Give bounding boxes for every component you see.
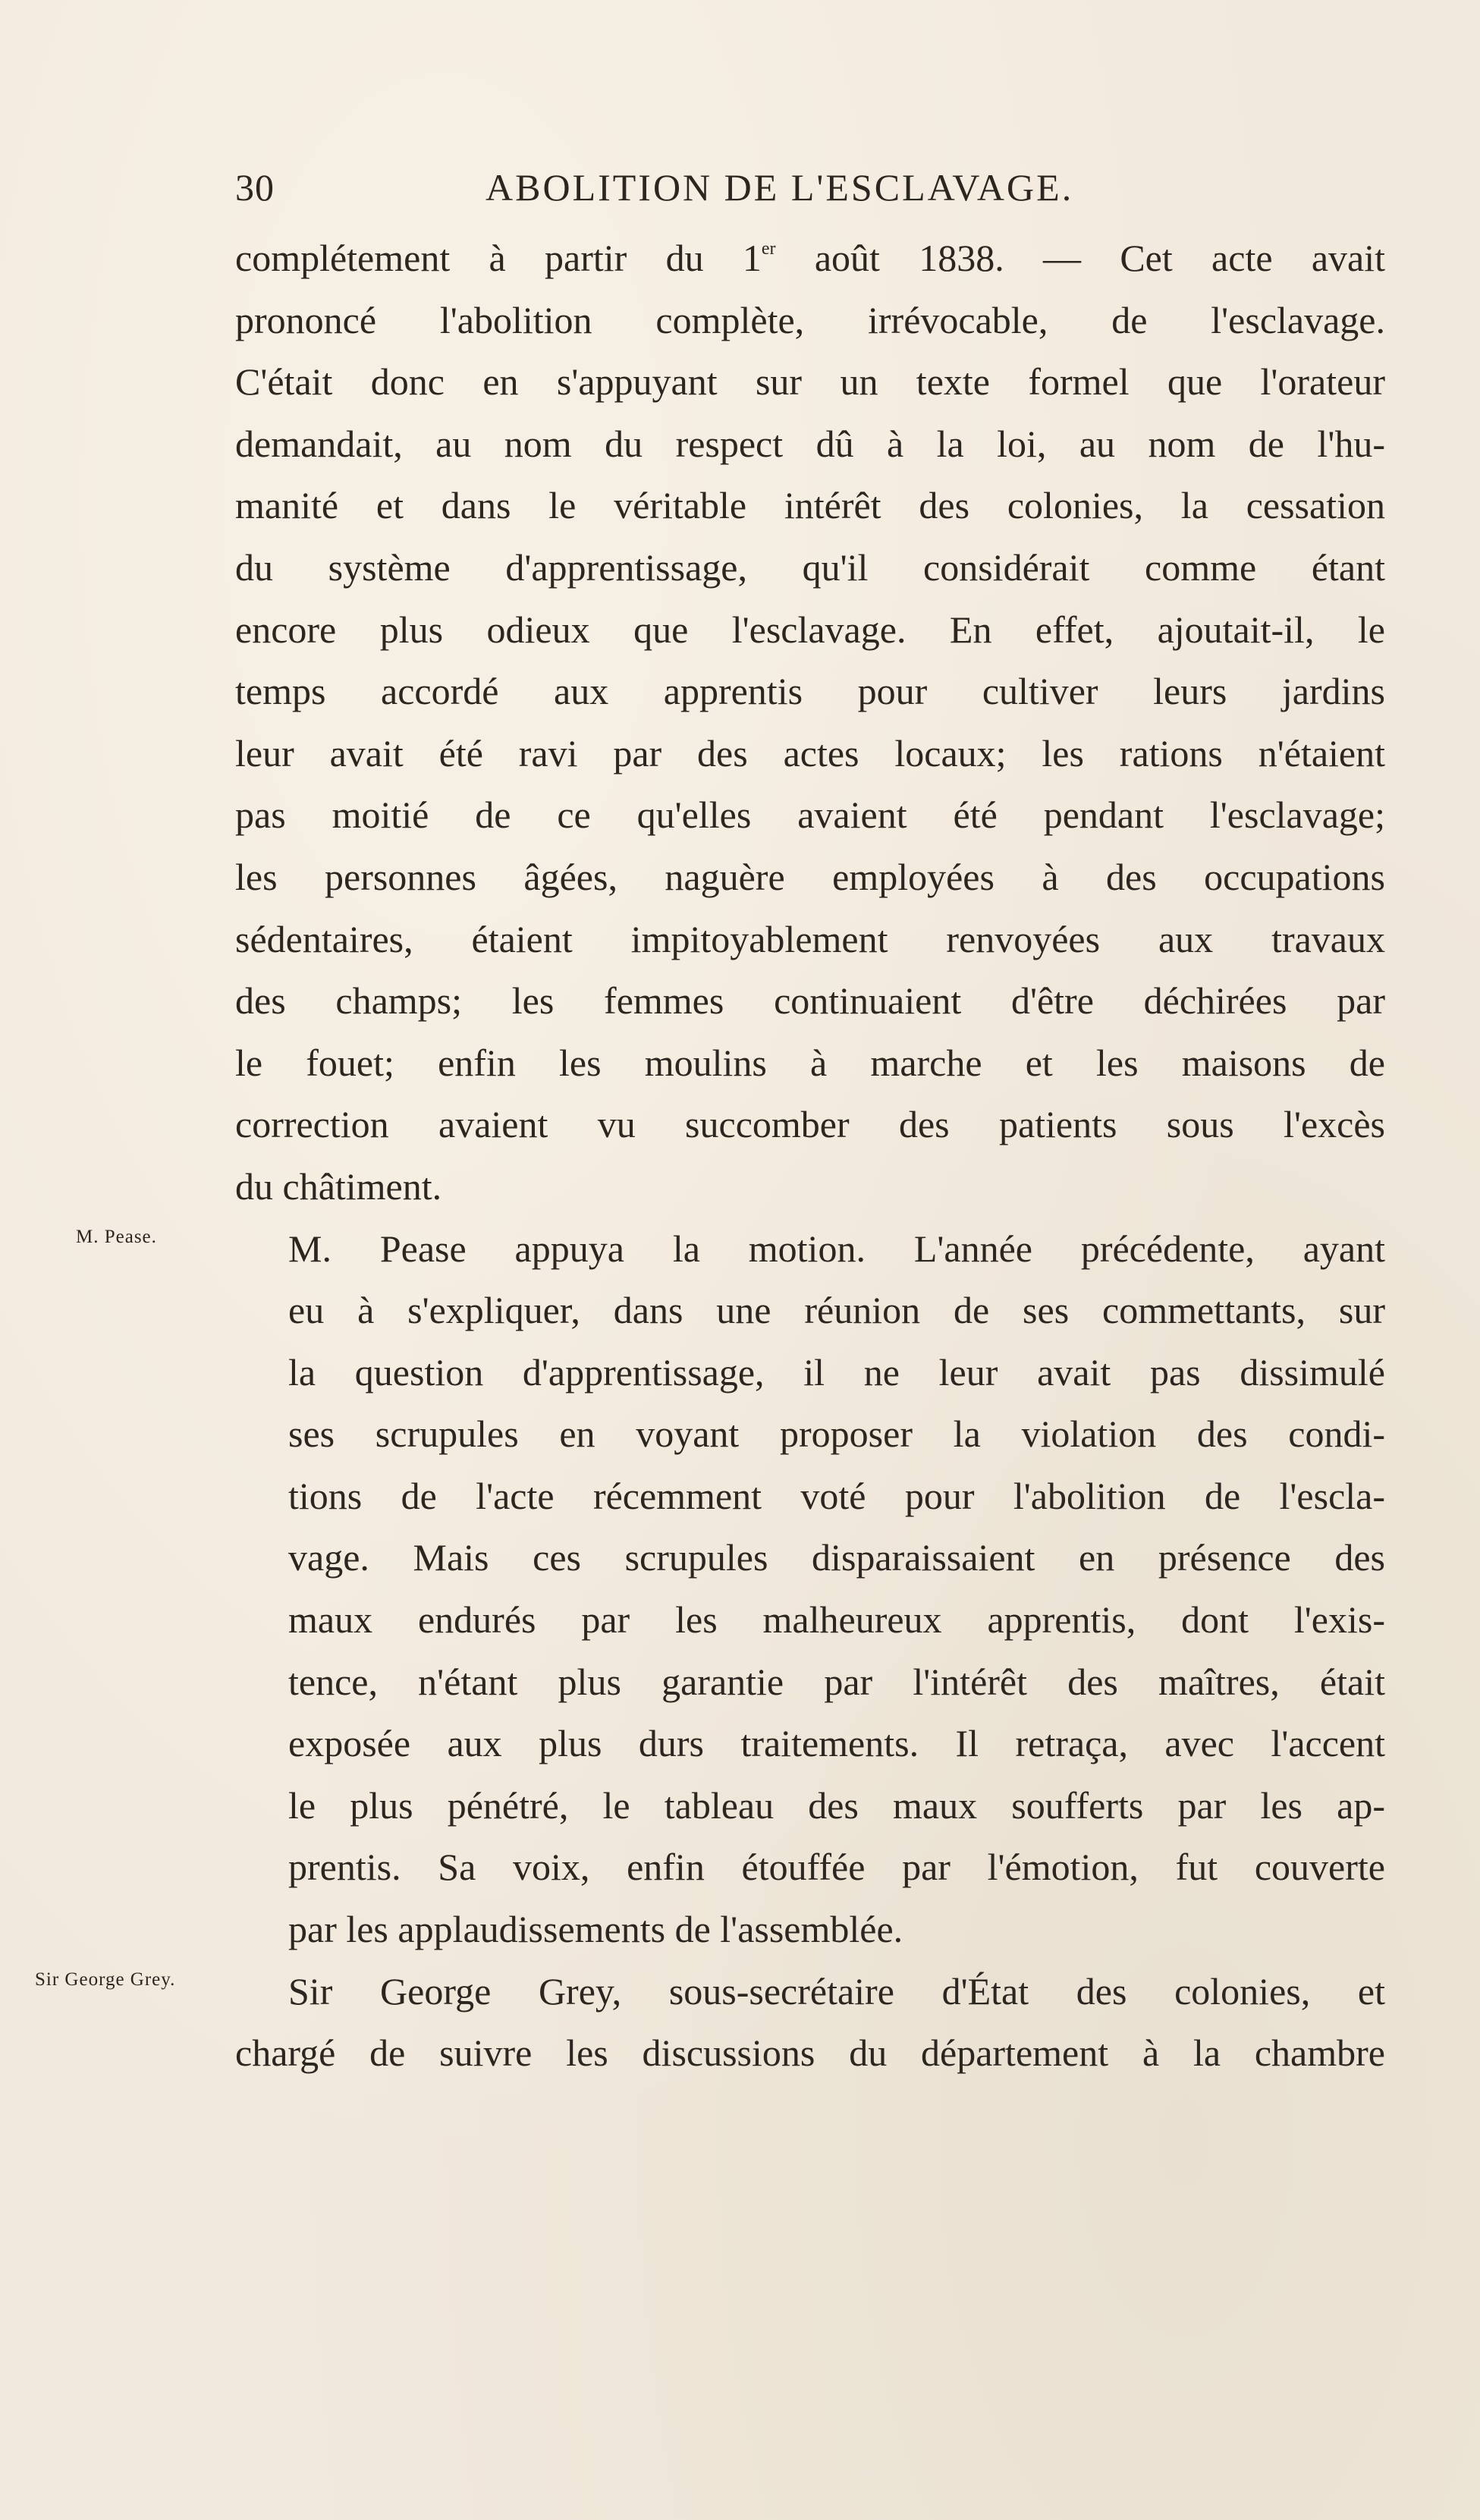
text-line: des champs; les femmes continuaient d'être déchirées par <box>235 979 1385 1023</box>
text-line: le plus pénétré, le tableau des maux soufferts par les ap- <box>288 1783 1385 1827</box>
text-line: eu à s'expliquer, dans une réunion de ses commettants, sur <box>288 1289 1385 1332</box>
text-line: encore plus odieux que l'esclavage. En effet, ajoutait-il, le <box>235 608 1385 651</box>
text-line: complétement à partir du 1er août 1838. — Cet acte avait <box>235 237 1385 279</box>
text-line: temps accordé aux apprentis pour cultiver leurs jardins <box>235 670 1385 713</box>
text-line: manité et dans le véritable intérêt des colonies, la cessation <box>235 484 1385 527</box>
text-line: maux endurés par les malheureux apprentis, dont l'exis- <box>288 1598 1385 1642</box>
text-line: C'était donc en s'appuyant sur un texte formel que l'orateur <box>235 360 1385 404</box>
text-line: demandait, au nom du respect dû à la loi, au nom de l'hu- <box>235 422 1385 465</box>
text-line: la question d'apprentissage, il ne leur avait pas dissimulé <box>288 1350 1385 1394</box>
text-line: pas moitié de ce qu'elles avaient été pendant l'esclavage; <box>235 793 1385 837</box>
text-line: tence, n'étant plus garantie par l'intérêt des maîtres, était <box>288 1660 1385 1703</box>
page-header <box>235 165 1393 218</box>
text-line: Sir George Grey, sous-secrétaire d'État des colonies, et <box>288 1969 1385 2013</box>
text-line: M. Pease appuya la motion. L'année précédente, ayant <box>288 1227 1385 1270</box>
text-line: tions de l'acte récemment voté pour l'abolition de l'escla- <box>288 1474 1385 1517</box>
text-line: leur avait été ravi par des actes locaux; les rations n'étaient <box>235 731 1385 775</box>
text-line: correction avaient vu succomber des patients sous l'excès <box>235 1103 1385 1146</box>
text-line: ses scrupules en voyant proposer la violation des condi- <box>288 1412 1385 1456</box>
page-number: 30 <box>235 166 275 209</box>
running-title: ABOLITION DE L'ESCLAVAGE. <box>485 166 1074 209</box>
text-line: les personnes âgées, naguère employées à des occupations <box>235 855 1385 898</box>
margin-note-grey: Sir George Grey. <box>35 1969 176 1990</box>
body-text <box>235 228 1385 2085</box>
text-line: du système d'apprentissage, qu'il considérait comme étant <box>235 545 1385 589</box>
text-line: sédentaires, étaient impitoyablement renvoyées aux travaux <box>235 917 1385 960</box>
text-line: vage. Mais ces scrupules disparaissaient en présence des <box>288 1536 1385 1579</box>
text-line: exposée aux plus durs traitements. Il retraça, avec l'accent <box>288 1722 1385 1765</box>
text-line: le fouet; enfin les moulins à marche et les maisons de <box>235 1041 1385 1084</box>
text-line: par les applaudissements de l'assemblée. <box>288 1908 903 1951</box>
text-line: prentis. Sa voix, enfin étouffée par l'émotion, fut couverte <box>288 1846 1385 1889</box>
text-line: chargé de suivre les discussions du département à la chambre <box>235 2031 1385 2075</box>
text-line: du châtiment. <box>235 1164 442 1208</box>
text-line: prononcé l'abolition complète, irrévocable, de l'esclavage. <box>235 298 1385 341</box>
margin-note-pease: M. Pease. <box>76 1227 157 1247</box>
